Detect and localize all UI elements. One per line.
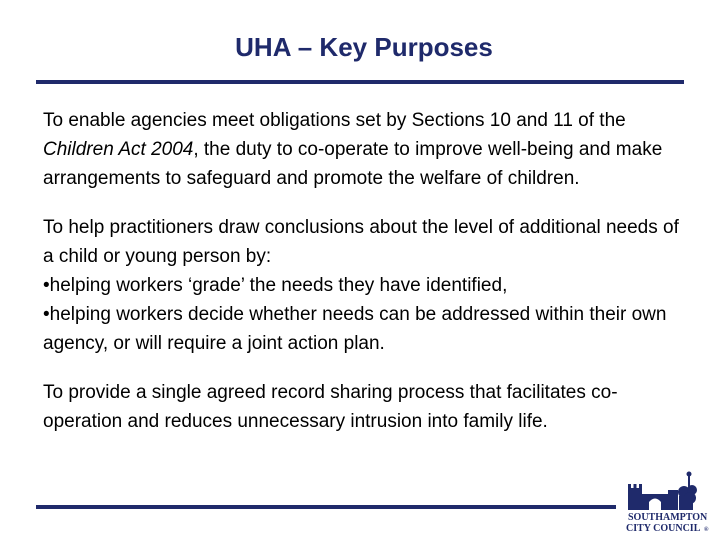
purpose-paragraph-2-intro: To help practitioners draw conclusions about the level of additional needs of a child or young person by:: [43, 217, 679, 267]
purpose-paragraph-3: To provide a single agreed record sharing process that facilitates co-operation and reduces unnecessary intrusion into family life.: [43, 382, 618, 432]
council-logo: [622, 470, 714, 532]
logo-registered-mark: ®: [704, 527, 709, 532]
p1-act-title: Children Act 2004: [43, 139, 194, 160]
footer-divider: [36, 505, 616, 509]
slide-content: [43, 106, 683, 436]
logo-line-1: SOUTHAMPTON: [628, 512, 708, 523]
bullet-item-1: •helping workers ‘grade’ the needs they have identified,: [43, 275, 508, 296]
p1-text-after: , the duty to co-operate to improve well-being and make arrangements to safeguard and promote the welfare of children.: [43, 139, 663, 189]
p1-text-before: To enable agencies meet obligations set by Sections 10 and 11 of the: [43, 110, 626, 131]
slide-title: UHA – Key Purposes: [235, 32, 493, 62]
castle-icon: [628, 472, 697, 511]
title-divider: [36, 80, 684, 84]
bullet-item-2: •helping workers decide whether needs can be addressed within their own agency, or will require a joint action plan.: [43, 304, 667, 354]
purpose-paragraph-1: [43, 106, 683, 193]
logo-line-2: CITY COUNCIL: [626, 523, 701, 532]
